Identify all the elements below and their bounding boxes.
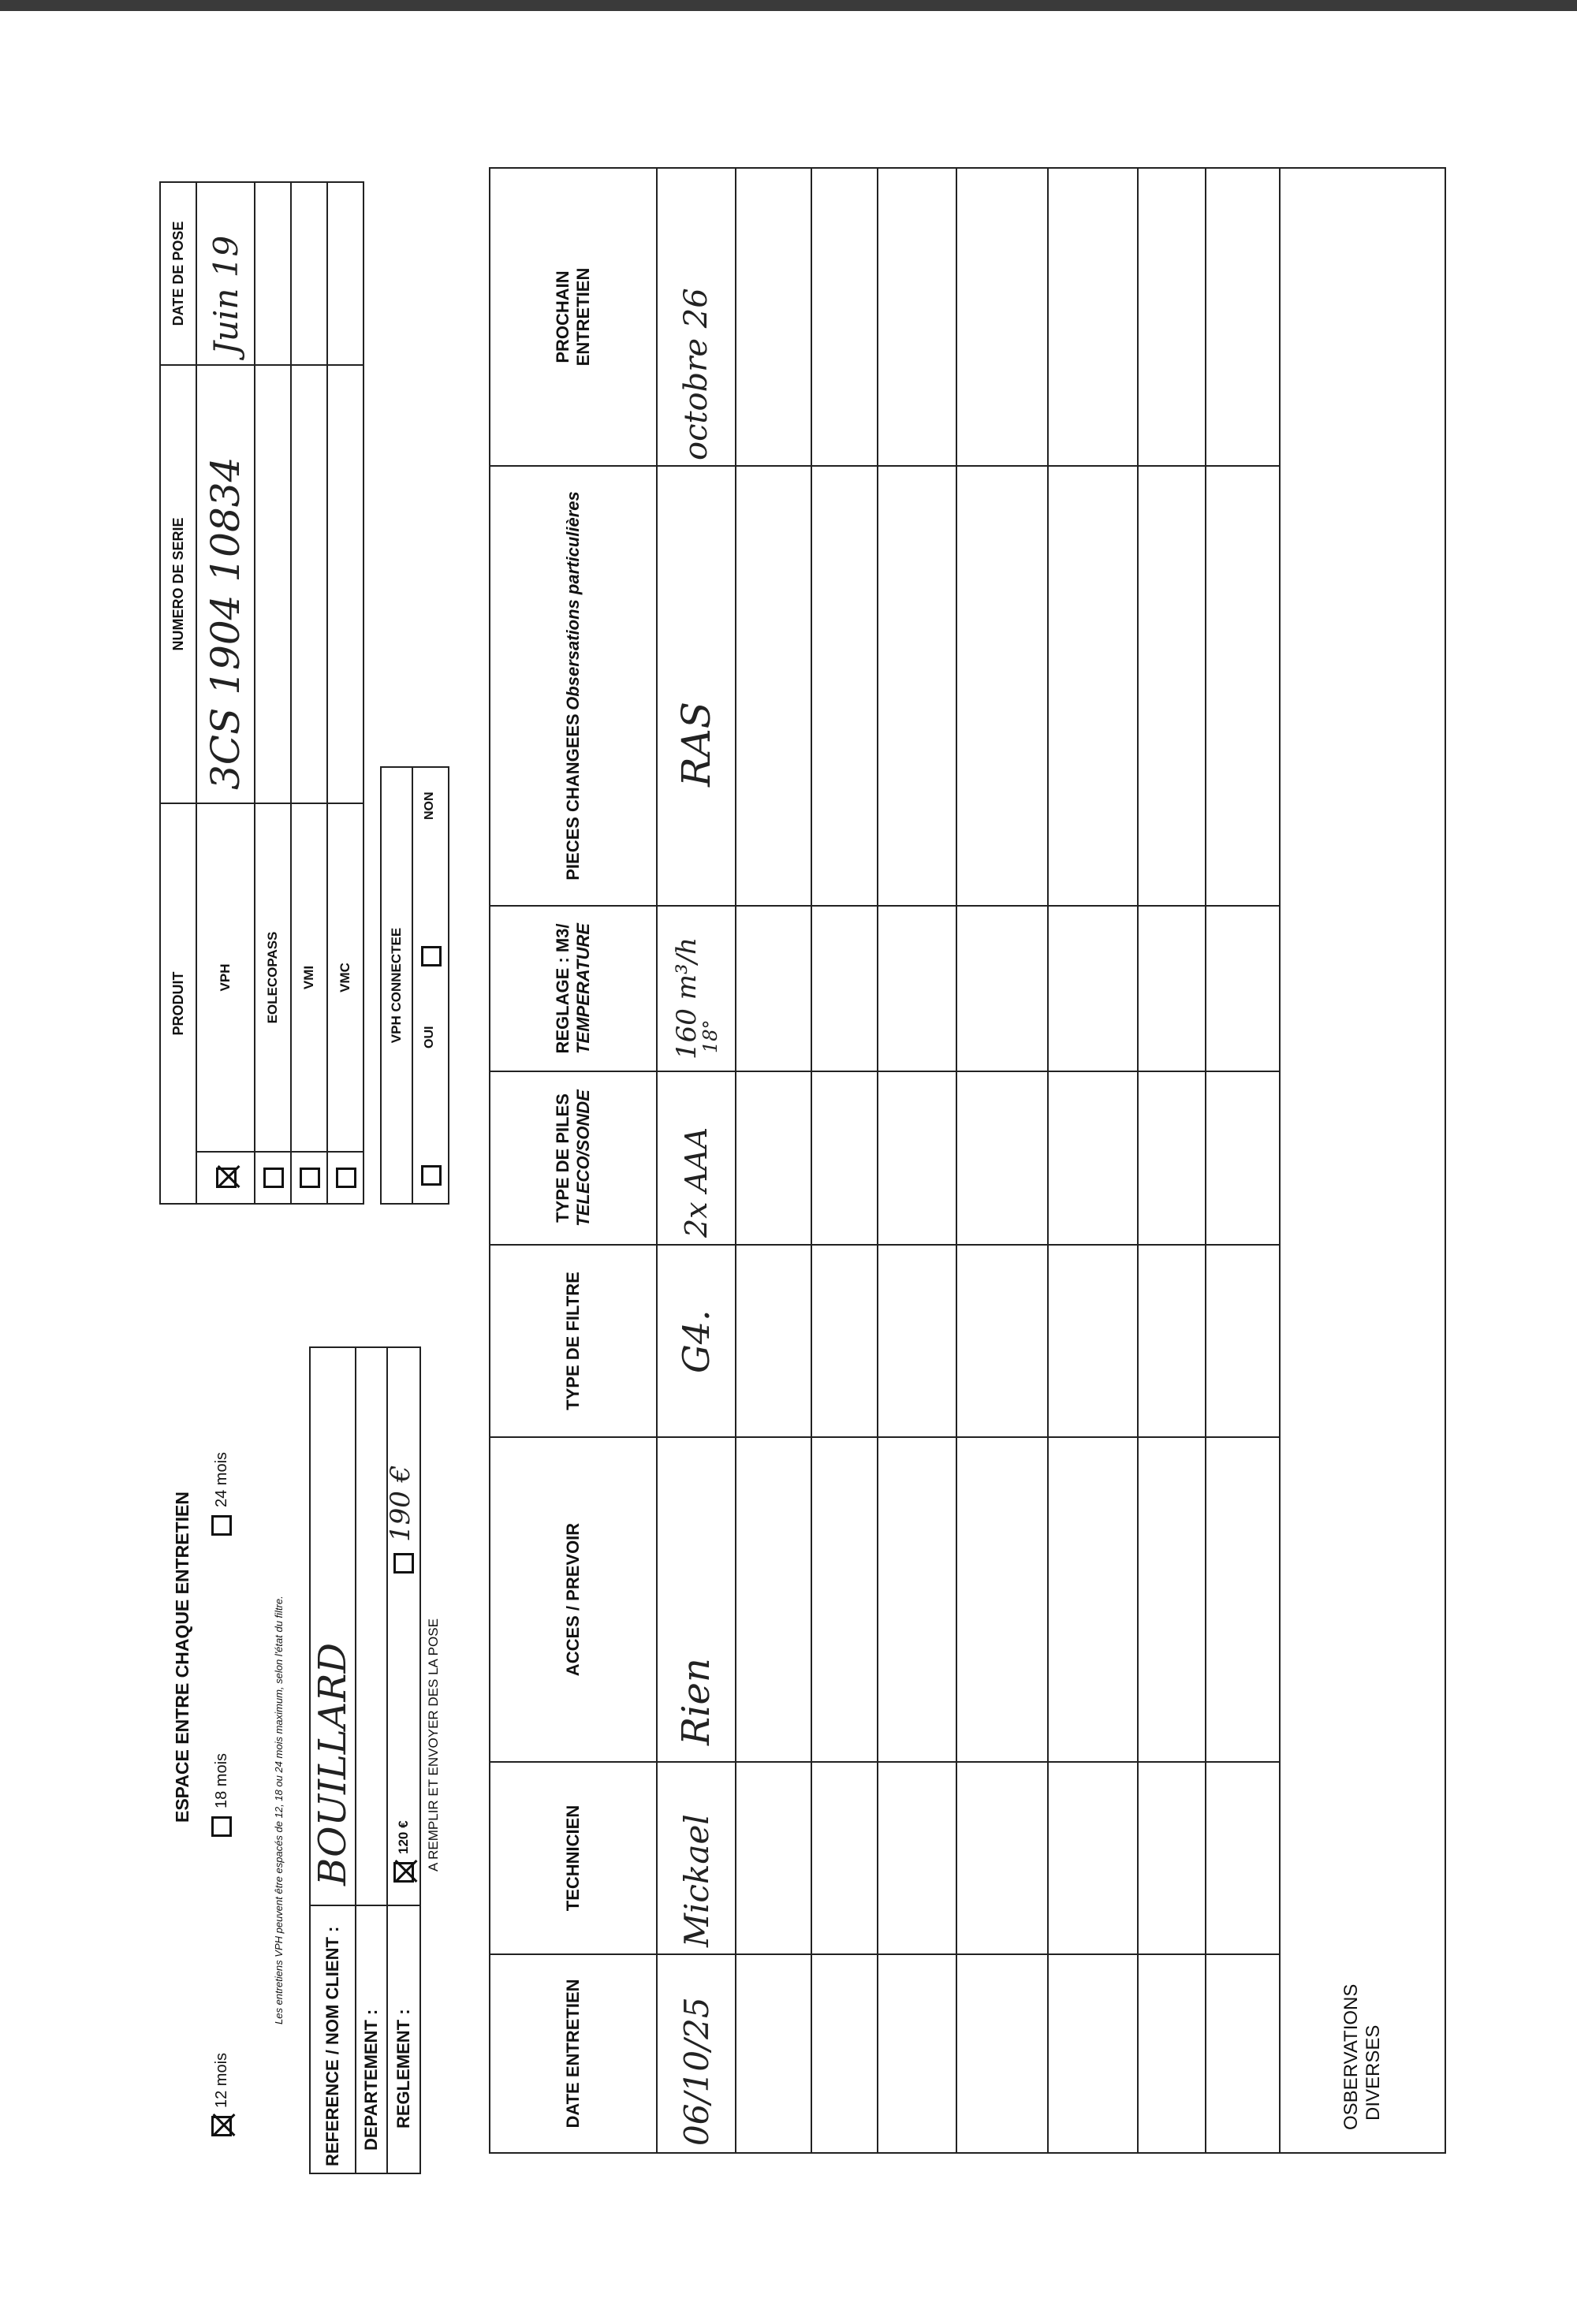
cell-acces-prevoir: Rien: [674, 1658, 718, 1745]
cell-pieces-changees: RAS: [673, 701, 719, 787]
table-row: [878, 168, 956, 2153]
cell-reglage-temperature: 18°: [699, 1019, 721, 1053]
col-observations: Obsersations particulières: [563, 491, 583, 710]
checkbox-non[interactable]: [421, 946, 442, 966]
label-18-mois: 18 mois: [213, 1752, 230, 1808]
col-prochain: PROCHAIN: [553, 270, 572, 363]
checkbox-120-euro[interactable]: [393, 1862, 414, 1883]
checkbox-vmi[interactable]: [300, 1168, 320, 1188]
label-vmc: VMC: [337, 963, 352, 993]
cell-reglage-debit: 160 m³/h: [671, 937, 703, 1060]
label-eolecopass: EOLECOPASS: [265, 931, 280, 1024]
checkbox-vmc[interactable]: [336, 1168, 356, 1188]
checkbox-18-mois[interactable]: [211, 1816, 232, 1837]
col-teleco-sonde: TELECO/SONDE: [573, 1089, 593, 1227]
reglement-label: REGLEMENT :: [393, 2009, 413, 2128]
client-table: [309, 1346, 421, 2174]
label-vmi: VMI: [301, 965, 316, 990]
col-technicien: TECHNICIEN: [563, 1804, 583, 1912]
header-date-pose: DATE DE POSE: [170, 221, 186, 326]
table-row: [1206, 168, 1280, 2153]
label-120-euro: 120 €: [396, 1820, 411, 1854]
cell-prochain-entretien: octobre 26: [678, 288, 714, 460]
table-row: [956, 168, 1048, 2153]
vph-connected-title: VPH CONNECTEE: [389, 927, 404, 1044]
checkbox-oui[interactable]: [421, 1165, 442, 1186]
col-reglage: REGLAGE : M3/: [553, 923, 572, 1054]
spacing-title: ESPACE ENTRE CHAQUE ENTRETIEN: [172, 1491, 192, 1823]
checkbox-vph[interactable]: [216, 1168, 237, 1188]
observations-label-line2: DIVERSES: [1363, 2024, 1384, 2121]
cell-type-filtre: G4.: [675, 1309, 718, 1373]
install-date-value: Juin 19: [206, 235, 245, 355]
maintenance-log-table: [489, 167, 1446, 2154]
label-12-mois: 12 mois: [213, 2052, 230, 2108]
spacing-note: Les entretiens VPH peuvent être espacés de 12, 18 ou 24 mois maximum, selon l'état du filtre.: [273, 1596, 285, 2024]
table-row: [1048, 168, 1138, 2153]
checkbox-24-mois[interactable]: [211, 1515, 232, 1536]
label-190-euro: 190 €: [385, 1465, 416, 1542]
col-type-piles: TYPE DE PILES: [553, 1093, 572, 1223]
vph-connected-table: [380, 766, 449, 1205]
dept-label: DEPARTEMENT :: [361, 2009, 381, 2151]
table-row: [736, 168, 811, 2153]
col-pieces-changees: PIECES CHANGEES: [563, 713, 583, 881]
checkbox-190-euro[interactable]: [393, 1553, 414, 1574]
header-produit: PRODUIT: [170, 971, 186, 1036]
serial-number-value: 3CS 1904 10834: [203, 456, 248, 790]
product-table: [159, 181, 364, 1205]
ref-label: REFERENCE / NOM CLIENT :: [322, 1926, 342, 2166]
table-row: [811, 168, 878, 2153]
label-non: NON: [423, 791, 436, 820]
col-temperature: TEMPERATURE: [573, 923, 593, 1054]
ref-value: BOUILLARD: [311, 1643, 355, 1886]
fill-instruction: A REMPLIR ET ENVOYER DES LA POSE: [426, 1618, 441, 1871]
table-row: [1138, 168, 1206, 2153]
cell-type-piles: 2x AAA: [679, 1127, 714, 1238]
reglement-options: [385, 1348, 419, 1905]
col-acces-prevoir: ACCES / PREVOIR: [563, 1522, 583, 1677]
col-type-filtre: TYPE DE FILTRE: [563, 1272, 583, 1410]
header-numero-serie: NUMERO DE SERIE: [170, 517, 186, 651]
checkbox-12-mois[interactable]: [211, 2116, 232, 2136]
cell-technicien: Mickael: [677, 1814, 716, 1947]
checkbox-eolecopass[interactable]: [263, 1168, 284, 1188]
label-24-mois: 24 mois: [213, 1451, 230, 1507]
table-row: [657, 168, 736, 2153]
label-vph: VPH: [218, 963, 233, 992]
col-entretien: ENTRETIEN: [573, 267, 593, 367]
label-oui: OUI: [423, 1026, 436, 1048]
observations-label-line1: OSBERVATIONS: [1340, 1983, 1362, 2130]
cell-date-entretien: 06/10/25: [677, 1997, 716, 2146]
col-date-entretien: DATE ENTRETIEN: [563, 1979, 583, 2128]
